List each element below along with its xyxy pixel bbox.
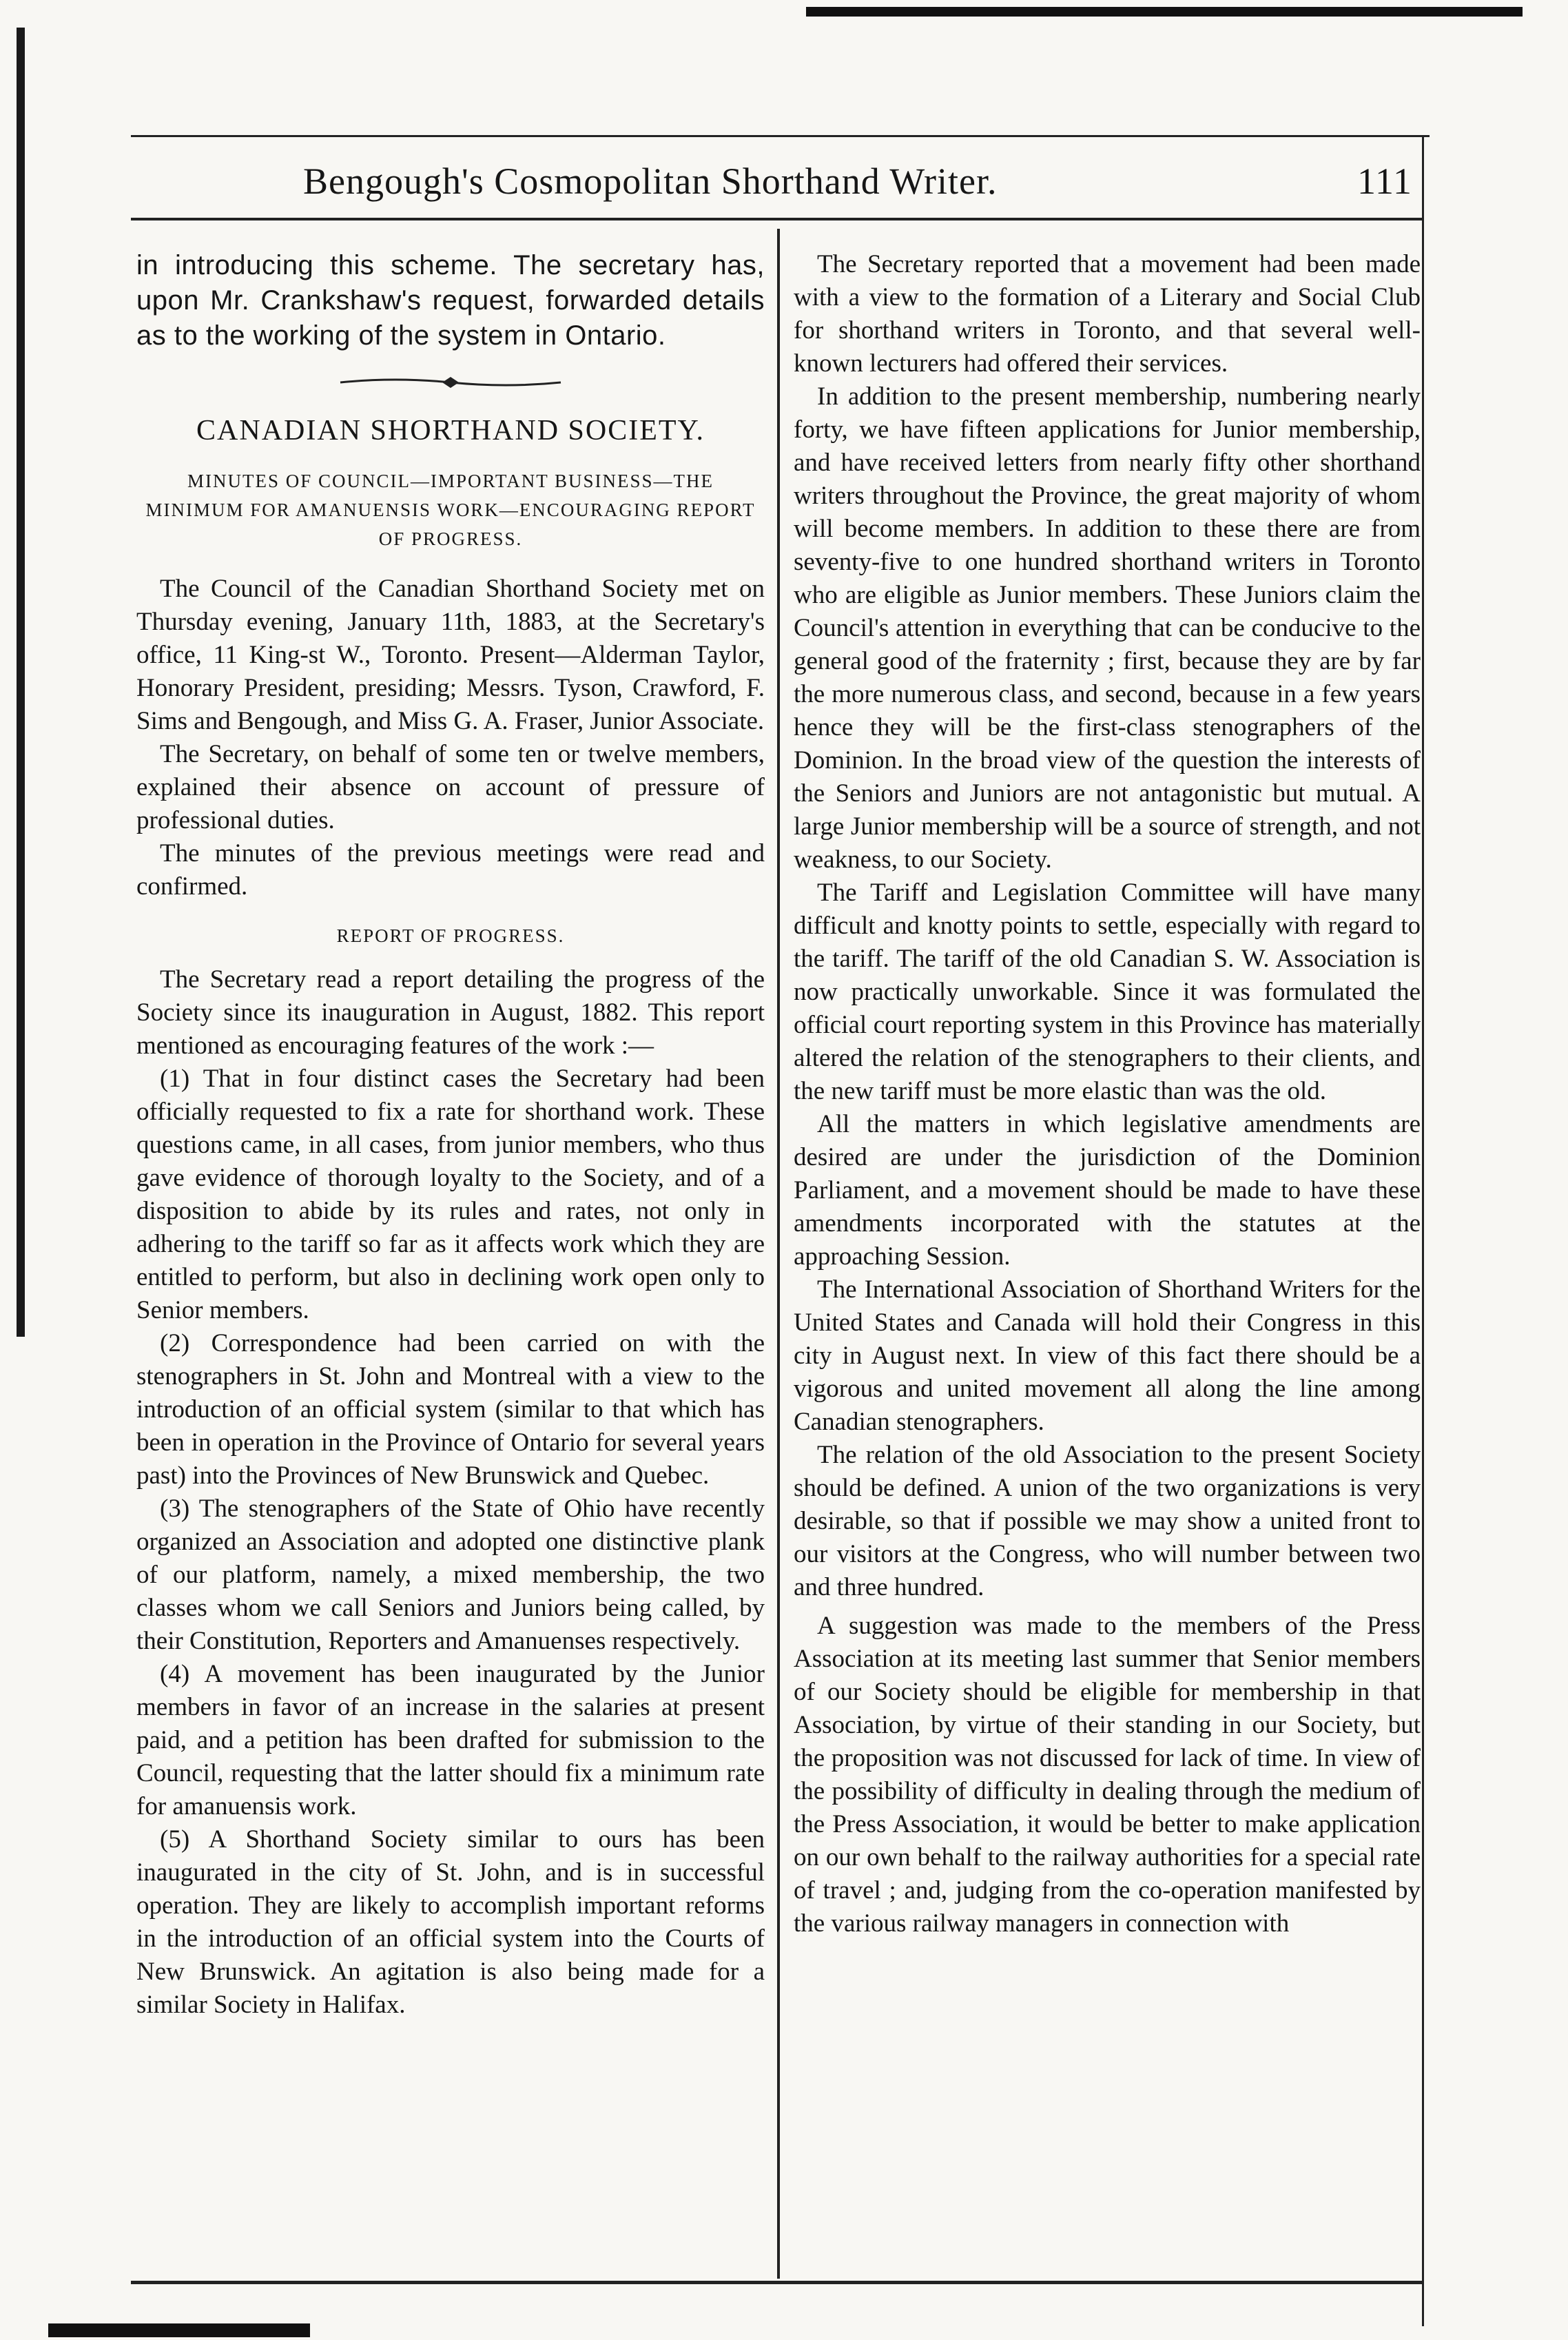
scan-artifact-top-bar (806, 7, 1523, 17)
paragraph: The relation of the old Association to the present Society should be defined. A union of the two organizations is very desirable, so that if possible we may show a united front to our visitors at the Congress, who will number between two and three hundred. (794, 1441, 1421, 1601)
left-column (136, 248, 765, 2022)
paragraph: A suggestion was made to the members of the Press Association at its meeting last summer that Senior members of our Society should be eligible for membership in that Association, by virtue of their standing in our Society, but the proposition was not discussed for lack of time. In view of the possibility of difficulty in dealing through the medium of the Press Association, it would be better to make application on our own behalf to the railway authorities for a special rate of travel ; and, judging from the co-operation manifested by the various railway managers in connection with (794, 1612, 1421, 1938)
paragraph: In addition to the present membership, numbering nearly forty, we have fifteen applications for Junior membership, and have received letters from nearly fifty other shorthand writers throughout the Province, the great majority of whom will become members. In addition to these there are from seventy-five to one hundred shorthand writers in Toronto who are eligible as Junior members. These Juniors claim the Council's attention in everything that can be conducive to the general good of the fraternity ; first, because they are by far the more numerous class, and second, because in a few years hence they will be the first-class stenographers of the Dominion. In the broad view of the question the interests of the Seniors and Juniors are not antagonistic but mutual. A large Junior membership will be a source of strength, and not weakness, to our Society. (794, 382, 1421, 874)
section-subheading: MINUTES OF COUNCIL—IMPORTANT BUSINESS—THE MINIMUM FOR AMANUENSIS WORK—ENCOURAGING REPORT OF PROGRESS. (145, 471, 756, 549)
header-rule (131, 218, 1423, 220)
report-heading: REPORT OF PROGRESS. (336, 925, 565, 946)
scan-artifact-left-edge (17, 28, 25, 1337)
paragraph: (2) Correspondence had been carried on with the stenographers in St. John and Montreal with a view to the introduction of an official system (similar to that which has been in operation in the Province of Ontario for several years past) into the Provinces of New Brunswick and Quebec. (136, 1329, 765, 1490)
right-column (794, 248, 1421, 1940)
paragraph: (1) That in four distinct cases the Secretary had been officially requested to fix a rate for shorthand work. These questions came, in all cases, from junior members, who thus gave evidence of thorough loyalty to the Society, and of a disposition to abide by its rules and rates, not only in adhering to the tariff so far as it affects work which they are entitled to perform, but also in declining work open only to Senior members. (136, 1065, 765, 1324)
paragraph: The Tariff and Legislation Committee will have many difficult and knotty points to settle, especially with regard to the tariff. The tariff of the old Canadian S. W. Association is now practically unworkable. Since it was formulated the official court reporting system in this Province has materially altered the relation of the stenographers to their clients, and the new tariff must be more elastic than was the old. (794, 879, 1421, 1105)
section-divider-ornament (333, 374, 568, 391)
running-header (131, 160, 1412, 208)
paragraph: All the matters in which legislative amendments are desired are under the jurisdiction of the Dominion Parliament, and a movement should be made to have these amendments incorporated with the statutes at the approaching Session. (794, 1110, 1421, 1271)
paragraph: The minutes of the previous meetings were read and confirmed. (136, 839, 765, 901)
intro-paragraph: in introducing this scheme. The secretary has, upon Mr. Crankshaw's request, forwarded details as to the working of the system in Ontario. (136, 250, 765, 351)
running-header-title: Bengough's Cosmopolitan Shorthand Writer. (303, 161, 998, 202)
page-frame-right-rule (1422, 135, 1424, 2326)
bottom-rule (131, 2281, 1423, 2284)
paragraph: The Secretary, on behalf of some ten or twelve members, explained their absence on account of pressure of professional duties. (136, 740, 765, 834)
paragraph: (4) A movement has been inaugurated by the Junior members in favor of an increase in the salaries at present paid, and a petition has been drafted for submission to the Council, requesting that the latter should fix a minimum rate for amanuensis work. (136, 1660, 765, 1820)
paragraph: The Secretary reported that a movement had been made with a view to the formation of a Literary and Social Club for shorthand writers in Toronto, and that several well-known lecturers had offered their services. (794, 250, 1421, 378)
paragraph: The Secretary read a report detailing the progress of the Society since its inauguration in August, 1882. This report mentioned as encouraging features of the work :— (136, 965, 765, 1060)
page-number: 111 (1357, 161, 1412, 202)
paragraph: The Council of the Canadian Shorthand Society met on Thursday evening, January 11th, 1883, at the Secretary's office, 11 King-st W., Toronto. Present—Alderman Taylor, Honorary President, presiding; Messrs. Tyson, Crawford, F. Sims and Bengough, and Miss G. A. Fraser, Junior Associate. (136, 575, 765, 735)
section-heading: CANADIAN SHORTHAND SOCIETY. (196, 415, 705, 447)
paragraph: The International Association of Shorthand Writers for the United States and Canada will hold their Congress in this city in August next. In view of this fact there should be a vigorous and united movement all along the line among Canadian stenographers. (794, 1275, 1421, 1436)
column-divider (777, 229, 780, 2279)
paragraph: (3) The stenographers of the State of Ohio have recently organized an Association and adopted one distinctive plank of our platform, namely, a mixed membership, the two classes whom we call Seniors and Juniors being called, by their Constitution, Reporters and Amanuenses respectively. (136, 1495, 765, 1655)
page-frame-top-rule (131, 135, 1430, 137)
paragraph: (5) A Shorthand Society similar to ours has been inaugurated in the city of St. John, and is in successful operation. They are likely to accomplish important reforms in the introduction of an official system into the Courts of New Brunswick. An agitation is also being made for a similar Society in Halifax. (136, 1825, 765, 2019)
scan-artifact-bottom-bar (48, 2323, 310, 2337)
